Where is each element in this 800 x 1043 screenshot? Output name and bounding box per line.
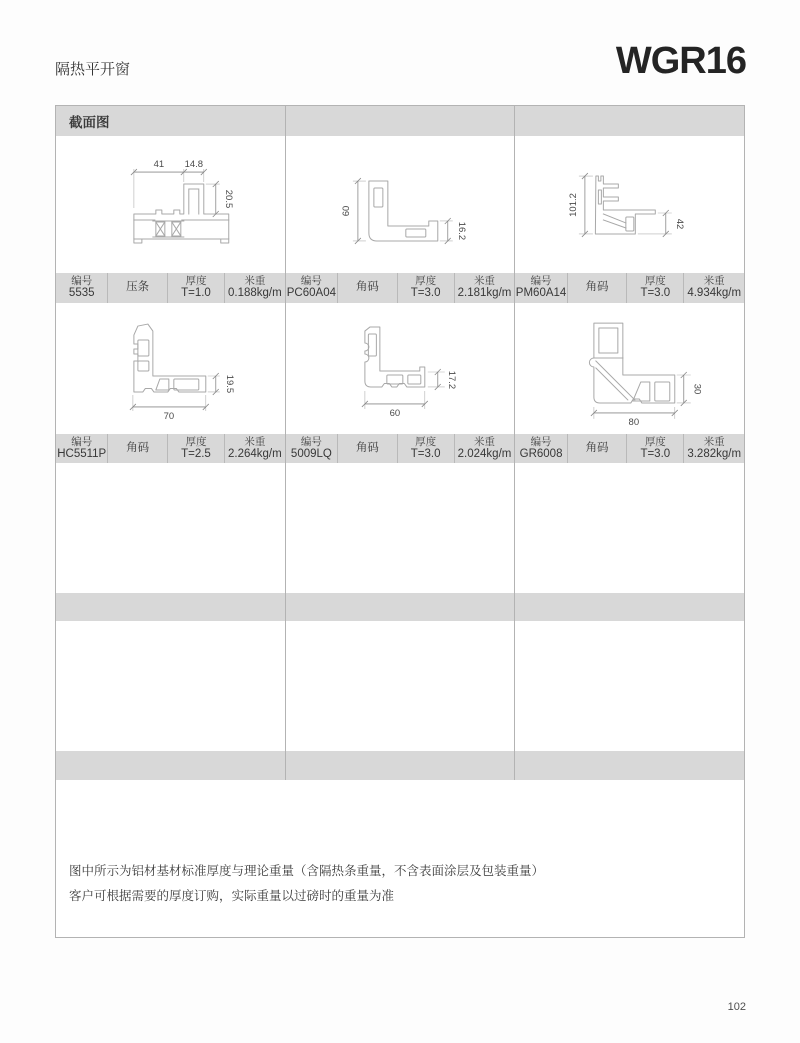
- profile-outline: [369, 181, 438, 241]
- spec-label: 米重: [244, 435, 266, 448]
- dim-label: 60: [389, 407, 400, 419]
- section-drawing-gr6008: [514, 303, 744, 434]
- spec-cell-thickness: [397, 434, 454, 463]
- profile-outline: [134, 324, 206, 392]
- profile-type: 角码: [355, 441, 379, 454]
- dim-label: 60: [340, 205, 352, 217]
- spec-label: 厚度: [415, 435, 437, 448]
- spec-label: 编号: [300, 435, 322, 448]
- spec-cell-weight: [454, 434, 515, 463]
- dim-label: 30: [692, 383, 704, 395]
- spec-cell-thickness: [397, 273, 454, 303]
- spec-row-2: [56, 434, 744, 463]
- drawing-row-2: [56, 303, 744, 434]
- profile-thickness: T=3.0: [640, 287, 671, 300]
- spec-label: 米重: [703, 275, 725, 288]
- profile-outline: [134, 184, 229, 243]
- profile-thickness: T=3.0: [640, 447, 671, 460]
- spec-cell-type: [567, 434, 626, 463]
- spec-cell-type: [337, 273, 396, 303]
- footnote-line: 客户可根据需要的厚度订购，实际重量以过磅时的重量为准: [69, 889, 395, 904]
- footnote-section: [56, 780, 744, 937]
- spec-label: 编号: [71, 275, 93, 288]
- empty-spec-row: [56, 593, 744, 621]
- spec-cell-code: [515, 434, 566, 463]
- spec-label: 编号: [530, 275, 552, 288]
- spec-label: 编号: [71, 435, 93, 448]
- dim-label: 20.5: [222, 189, 234, 209]
- profile-thickness: T=1.0: [181, 287, 211, 300]
- spec-label: 编号: [530, 435, 552, 448]
- dim-label: 14.8: [184, 159, 204, 171]
- profile-code: HC5511P: [57, 447, 107, 460]
- table-header-row: [56, 106, 744, 136]
- spec-cell-type: [107, 273, 166, 303]
- section-drawing-5535: [56, 136, 285, 273]
- spec-label: 米重: [244, 275, 266, 288]
- spec-cell-type: [107, 434, 166, 463]
- dim-label: 42: [674, 218, 686, 230]
- profile-weight: 2.264kg/m: [227, 447, 282, 460]
- spec-cell-weight: [683, 434, 744, 463]
- spec-label: 厚度: [644, 435, 666, 448]
- spec-cell-thickness: [167, 273, 224, 303]
- section-drawing-pm60a14: [514, 136, 744, 273]
- page-title: 隔热平开窗: [55, 61, 131, 78]
- spec-label: 编号: [300, 275, 322, 288]
- spec-cell-thickness: [626, 273, 683, 303]
- profile-outline: [590, 323, 675, 403]
- profile-thickness: T=2.5: [181, 447, 211, 460]
- spec-label: 米重: [474, 275, 496, 288]
- profile-weight: 4.934kg/m: [687, 287, 742, 300]
- profile-type: 角码: [585, 441, 609, 454]
- profile-code: GR6008: [519, 447, 563, 460]
- dim-label: 19.5: [223, 374, 235, 394]
- profile-code: PC60A04: [286, 287, 336, 300]
- spec-cell-type: [567, 273, 626, 303]
- dim-label: 16.2: [455, 221, 467, 241]
- profile-code: PM60A14: [515, 287, 567, 300]
- profile-type: 角码: [585, 281, 609, 294]
- empty-spec-row: [56, 751, 744, 780]
- spec-cell-weight: [224, 434, 285, 463]
- profile-type: 压条: [126, 281, 150, 294]
- spec-label: 厚度: [185, 275, 207, 288]
- section-drawing-pc60a04: [285, 136, 515, 273]
- spec-label: 米重: [474, 435, 496, 448]
- empty-drawing-row: [56, 621, 744, 751]
- spec-cell-weight: [224, 273, 285, 303]
- spec-cell-thickness: [626, 434, 683, 463]
- profile-code: 5009LQ: [290, 447, 332, 460]
- profile-thickness: T=3.0: [410, 287, 441, 300]
- spec-label: 米重: [703, 435, 725, 448]
- dim-label: 17.2: [445, 370, 457, 390]
- spec-table: [55, 105, 745, 938]
- profile-outline: [365, 327, 425, 387]
- table-header-label: 截面图: [69, 115, 110, 130]
- spec-label: 厚度: [415, 275, 437, 288]
- spec-cell-weight: [683, 273, 744, 303]
- section-drawing-5009lq: [285, 303, 515, 434]
- profile-type: 角码: [355, 281, 379, 294]
- drawing-row-1: [56, 136, 744, 273]
- spec-cell-code: [515, 273, 566, 303]
- profile-weight: 2.181kg/m: [457, 287, 512, 300]
- page-number: 102: [727, 1001, 746, 1013]
- extension-lines: [134, 169, 220, 214]
- spec-row-1: [56, 273, 744, 303]
- empty-drawing-row: [56, 463, 744, 593]
- profile-outline: [596, 176, 656, 234]
- profile-type: 角码: [126, 441, 150, 454]
- dimension-lines: [591, 372, 687, 416]
- dim-label: 80: [628, 416, 640, 428]
- section-drawing-hc5511p: [56, 303, 285, 434]
- dim-label: 70: [163, 410, 175, 422]
- profile-thickness: T=3.0: [410, 447, 441, 460]
- spec-label: 厚度: [185, 435, 207, 448]
- dim-label: 101.2: [568, 193, 580, 217]
- spec-cell-type: [337, 434, 396, 463]
- profile-weight: 2.024kg/m: [457, 447, 512, 460]
- spec-cell-code: [56, 434, 107, 463]
- spec-cell-code: [286, 434, 337, 463]
- extension-lines: [365, 372, 445, 409]
- profile-weight: 0.188kg/m: [227, 287, 282, 300]
- spec-cell-thickness: [167, 434, 224, 463]
- dim-label: 41: [153, 159, 165, 171]
- footnote-line: 图中所示为铝材基材标准厚度与理论重量（含隔热条重量，不含表面涂层及包装重量）: [69, 864, 545, 878]
- model-code: WGR16: [615, 40, 746, 82]
- profile-weight: 3.282kg/m: [687, 447, 742, 460]
- spec-label: 厚度: [644, 275, 666, 288]
- spec-cell-code: [286, 273, 337, 303]
- profile-code: 5535: [68, 287, 95, 300]
- spec-cell-code: [56, 273, 107, 303]
- spec-cell-weight: [454, 273, 515, 303]
